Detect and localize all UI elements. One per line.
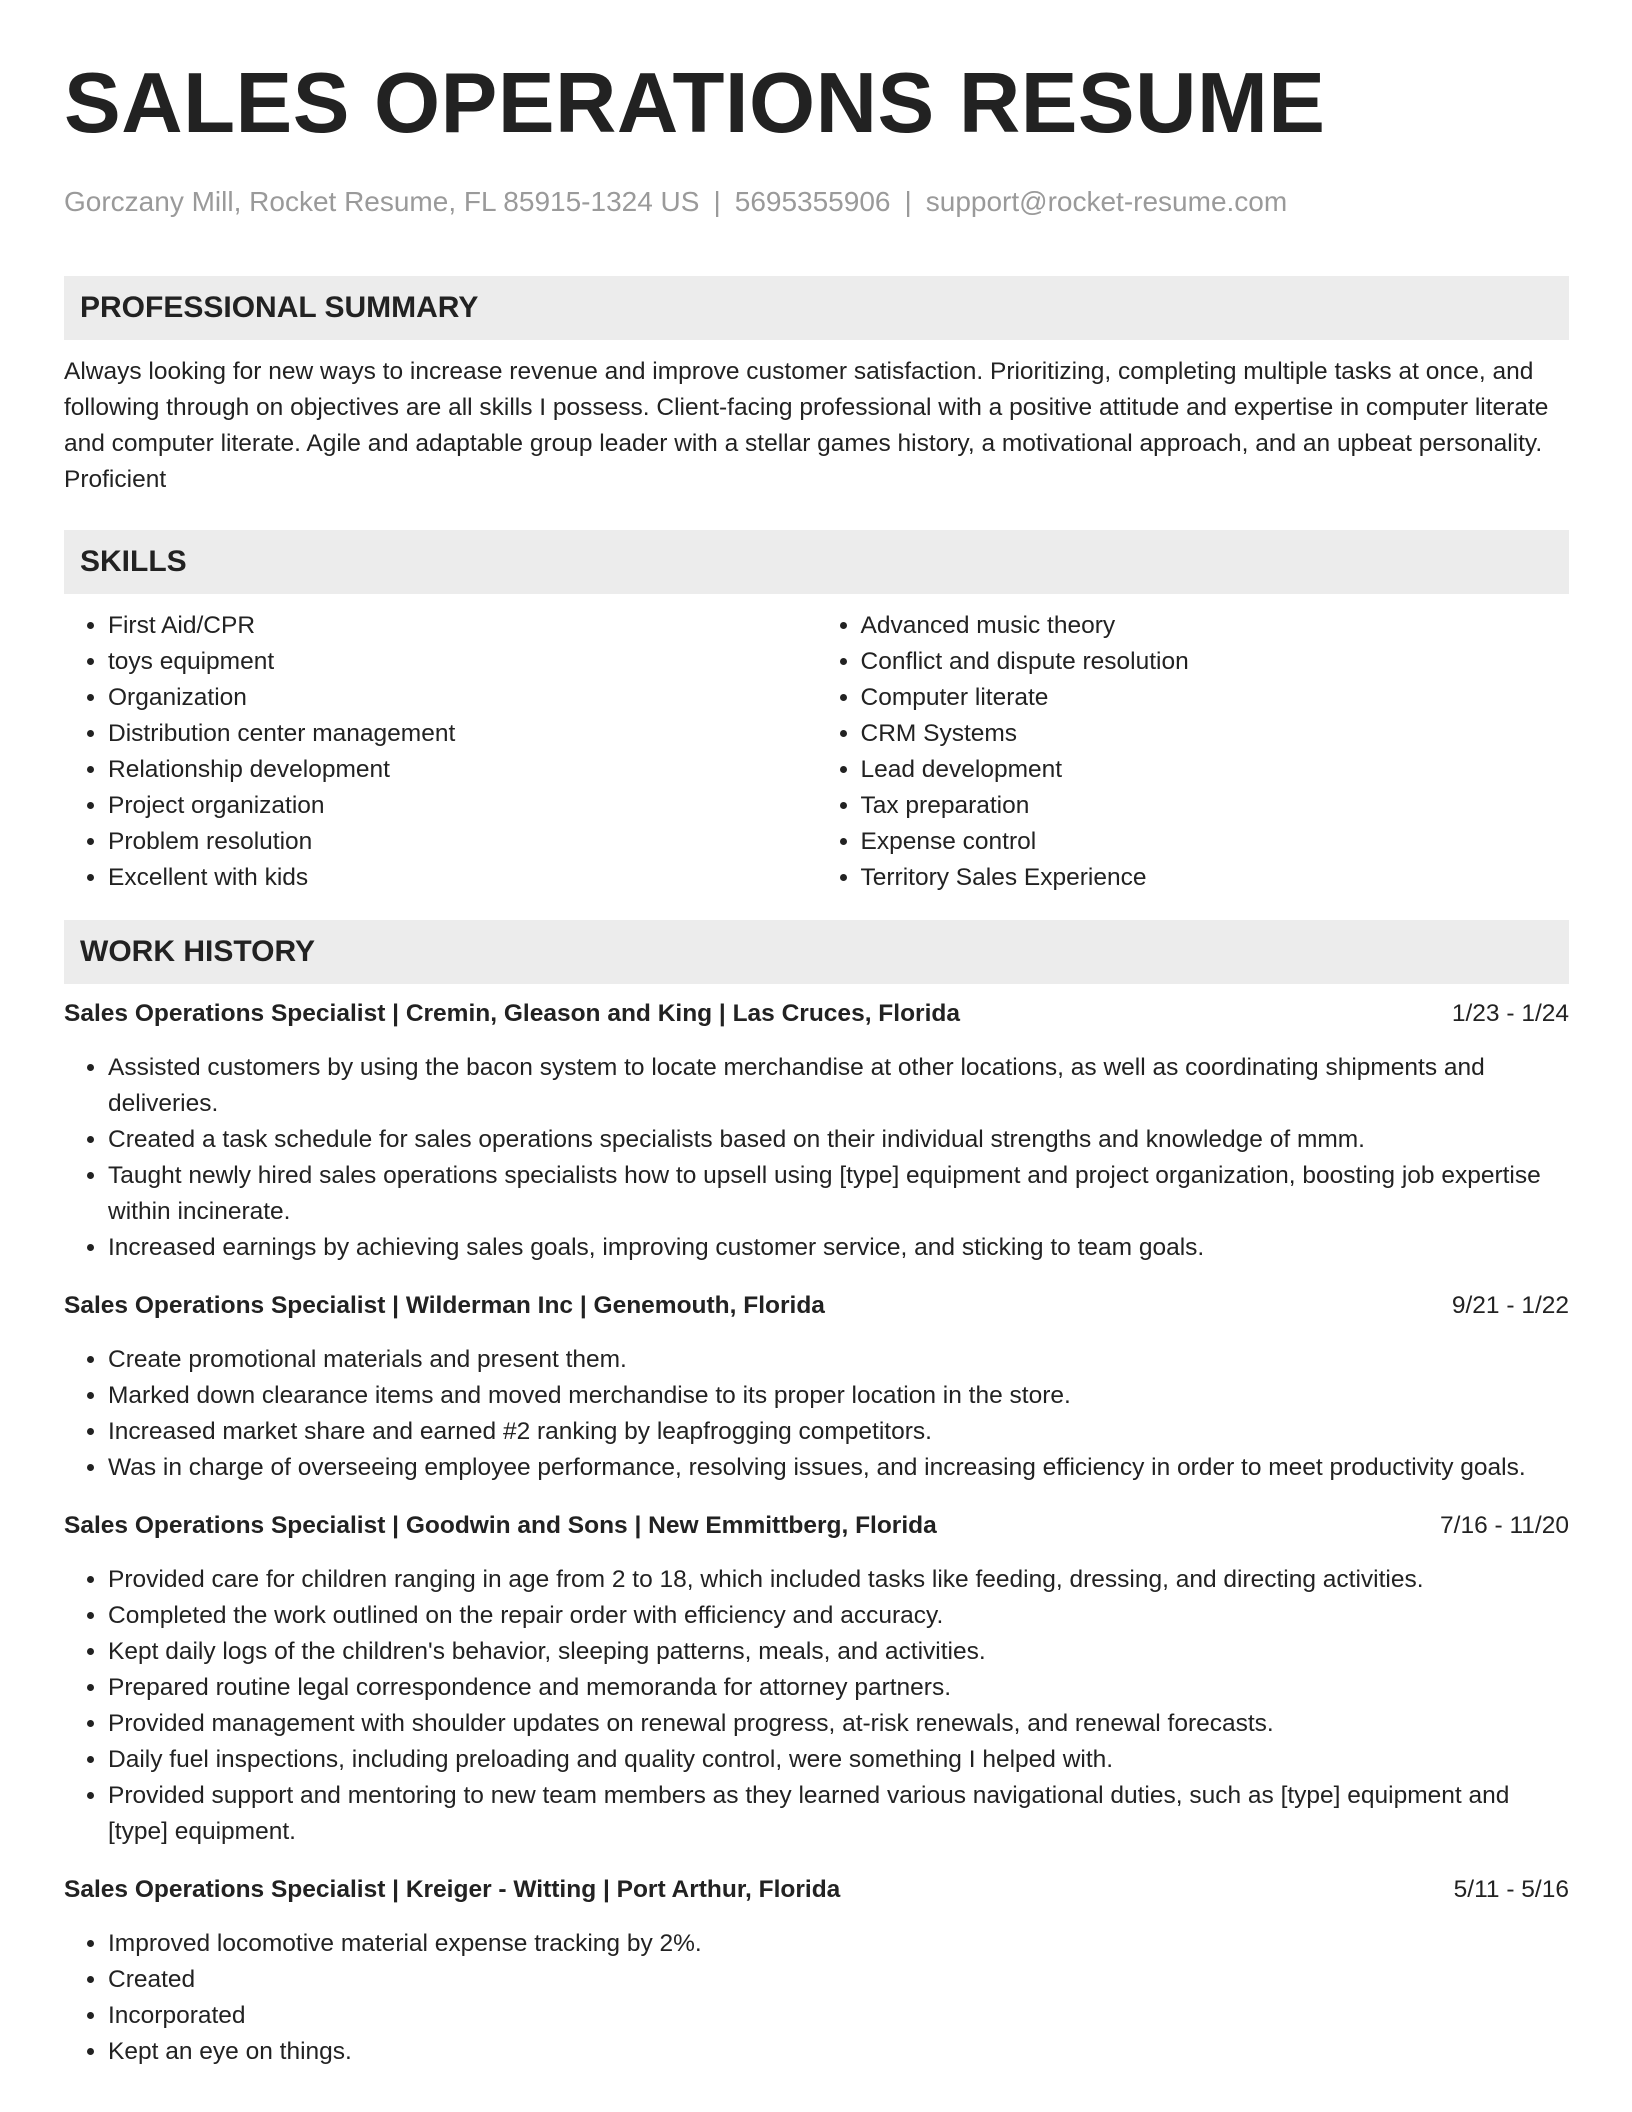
job-title: Sales Operations Specialist | Goodwin and Sons | New Emmittberg, Florida bbox=[64, 1512, 937, 1539]
job-bullet: • Daily fuel inspections, including preloading and quality control, were something I helped with. bbox=[108, 1742, 1569, 1778]
job-bullets bbox=[64, 1050, 1569, 1266]
job-bullet: • Marked down clearance items and moved merchandise to its proper location in the store. bbox=[108, 1378, 1569, 1414]
job-entry bbox=[64, 1872, 1569, 2070]
job-bullet: • Was in charge of overseeing employee performance, resolving issues, and increasing efficiency in order to meet productivity goals. bbox=[108, 1450, 1569, 1486]
skills-column-right bbox=[817, 608, 1570, 896]
page-title: SALES OPERATIONS RESUME bbox=[64, 56, 1326, 151]
skill-item: • Advanced music theory bbox=[861, 608, 1570, 644]
job-bullet: • Create promotional materials and present them. bbox=[108, 1342, 1569, 1378]
job-dates: 1/23 - 1/24 bbox=[1451, 1000, 1569, 1027]
skill-item: • Relationship development bbox=[108, 752, 817, 788]
job-header bbox=[64, 1508, 1569, 1544]
job-bullet: • Created bbox=[108, 1962, 1569, 1998]
job-header bbox=[64, 1872, 1569, 1908]
job-bullet: • Provided care for children ranging in age from 2 to 18, which included tasks like feeding, dressing, and directing activities. bbox=[108, 1562, 1569, 1598]
summary-text: Always looking for new ways to increase revenue and improve customer satisfaction. Prioritizing, completing multiple tasks at once, and following through on objectives are all skills I possess. Client-facing professional with a positive attitude and expertise in computer literate and computer literate. Agile and adaptable group leader with a stellar games history, a motivational approach, and an upbeat personality. Proficient bbox=[64, 358, 1549, 493]
contact-separator: | bbox=[904, 186, 912, 217]
skill-item: • First Aid/CPR bbox=[108, 608, 817, 644]
skill-item: • Territory Sales Experience bbox=[861, 860, 1570, 896]
skills-grid bbox=[64, 608, 1569, 896]
job-bullet: • Incorporated bbox=[108, 1998, 1569, 2034]
job-dates: 7/16 - 11/20 bbox=[1440, 1512, 1569, 1539]
job-bullet: • Provided support and mentoring to new team members as they learned various navigational duties, such as [type] equipment and [type] equipment. bbox=[108, 1778, 1569, 1850]
job-header bbox=[64, 1288, 1569, 1324]
job-bullet: • Improved locomotive material expense tracking by 2%. bbox=[108, 1926, 1569, 1962]
job-bullet: • Created a task schedule for sales operations specialists based on their individual strengths and knowledge of mmm. bbox=[108, 1122, 1569, 1158]
job-header bbox=[64, 996, 1569, 1032]
job-dates: 5/11 - 5/16 bbox=[1453, 1876, 1569, 1903]
skill-item: • Distribution center management bbox=[108, 716, 817, 752]
skill-item: • Problem resolution bbox=[108, 824, 817, 860]
job-bullet: • Taught newly hired sales operations specialists how to upsell using [type] equipment and project organization, boosting job expertise within incinerate. bbox=[108, 1158, 1569, 1230]
skills-column-left bbox=[64, 608, 817, 896]
skill-item: • CRM Systems bbox=[861, 716, 1570, 752]
skill-item: • Conflict and dispute resolution bbox=[861, 644, 1570, 680]
job-title: Sales Operations Specialist | Kreiger - Witting | Port Arthur, Florida bbox=[64, 1876, 841, 1903]
job-title: Sales Operations Specialist | Cremin, Gleason and King | Las Cruces, Florida bbox=[64, 1000, 960, 1027]
job-bullet: • Kept daily logs of the children's behavior, sleeping patterns, meals, and activities. bbox=[108, 1634, 1569, 1670]
skill-item: • Tax preparation bbox=[861, 788, 1570, 824]
skill-item: • Organization bbox=[108, 680, 817, 716]
job-bullet: • Provided management with shoulder updates on renewal progress, at-risk renewals, and renewal forecasts. bbox=[108, 1706, 1569, 1742]
skill-item: • toys equipment bbox=[108, 644, 817, 680]
work-history-heading: WORK HISTORY bbox=[64, 920, 1569, 984]
job-bullets bbox=[64, 1562, 1569, 1850]
summary-heading: PROFESSIONAL SUMMARY bbox=[64, 276, 1569, 340]
skill-item: • Computer literate bbox=[861, 680, 1570, 716]
job-dates: 9/21 - 1/22 bbox=[1451, 1292, 1569, 1319]
contact-phone: 5695355906 bbox=[734, 186, 891, 217]
job-entry bbox=[64, 1288, 1569, 1486]
skill-item: • Expense control bbox=[861, 824, 1570, 860]
job-bullet: • Prepared routine legal correspondence and memoranda for attorney partners. bbox=[108, 1670, 1569, 1706]
job-bullets bbox=[64, 1926, 1569, 2070]
job-bullet: • Kept an eye on things. bbox=[108, 2034, 1569, 2070]
job-bullet: • Increased earnings by achieving sales goals, improving customer service, and sticking to team goals. bbox=[108, 1230, 1569, 1266]
contact-separator: | bbox=[713, 186, 721, 217]
contact-line bbox=[64, 186, 1569, 218]
job-bullet: • Completed the work outlined on the repair order with efficiency and accuracy. bbox=[108, 1598, 1569, 1634]
job-bullet: • Increased market share and earned #2 ranking by leapfrogging competitors. bbox=[108, 1414, 1569, 1450]
skills-heading: SKILLS bbox=[64, 530, 1569, 594]
skill-item: • Excellent with kids bbox=[108, 860, 817, 896]
contact-address: Gorczany Mill, Rocket Resume, FL 85915-1324 US bbox=[64, 186, 700, 217]
job-bullets bbox=[64, 1342, 1569, 1486]
skill-item: • Project organization bbox=[108, 788, 817, 824]
job-title: Sales Operations Specialist | Wilderman Inc | Genemouth, Florida bbox=[64, 1292, 825, 1319]
job-entry bbox=[64, 1508, 1569, 1850]
skill-item: • Lead development bbox=[861, 752, 1570, 788]
job-entry bbox=[64, 996, 1569, 1266]
job-bullet: • Assisted customers by using the bacon system to locate merchandise at other locations, as well as coordinating shipments and deliveries. bbox=[108, 1050, 1569, 1122]
contact-email: support@rocket-resume.com bbox=[925, 186, 1288, 217]
